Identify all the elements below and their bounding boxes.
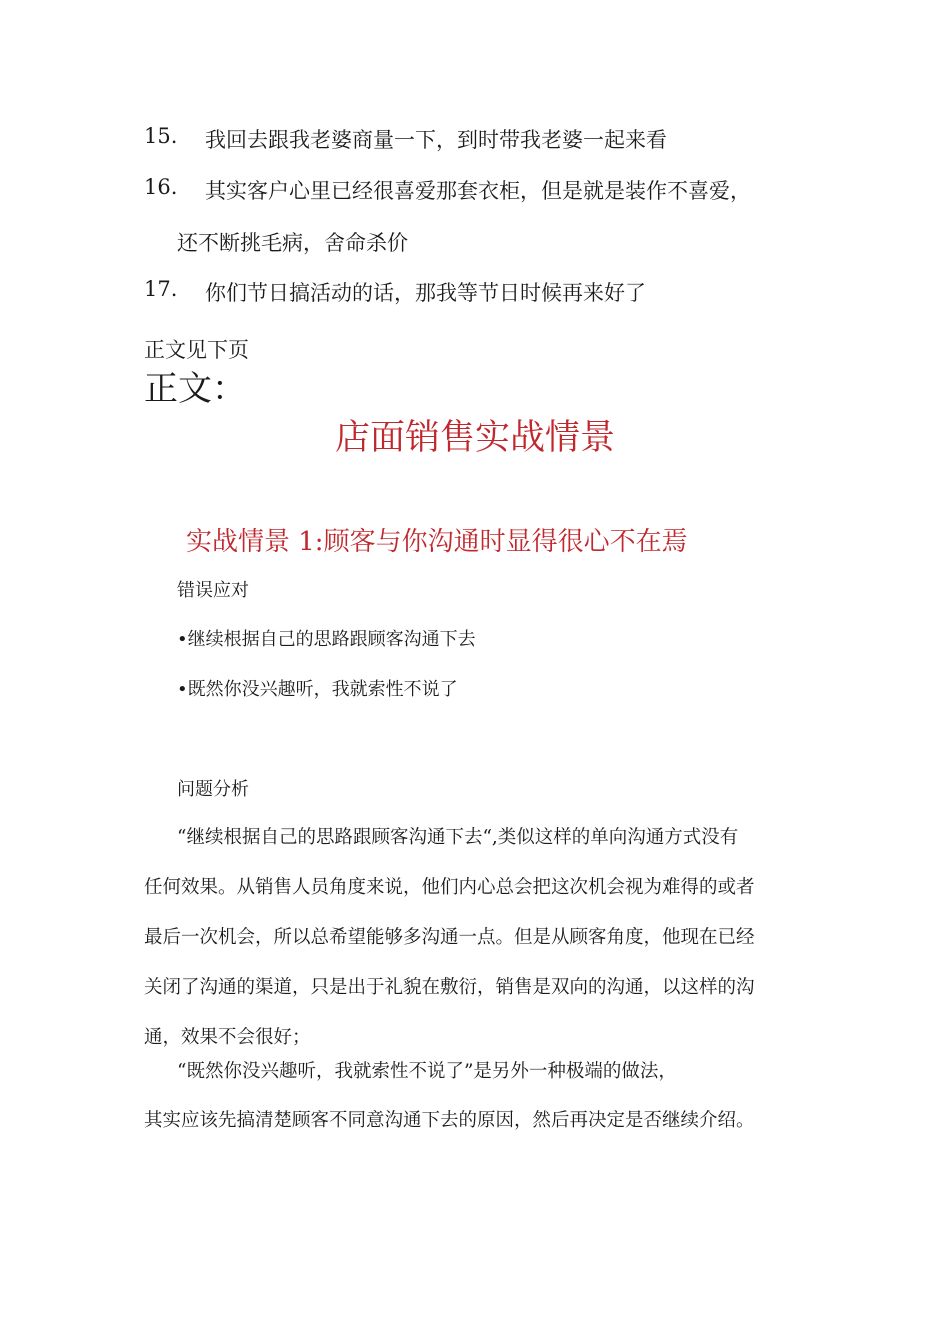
analysis-para2-line-2: 其实应该先搞清楚顾客不同意沟通下去的原因，然后再决定是否继续介绍。 [144,1110,755,1131]
analysis-para2-line-1: “既然你没兴趣听，我就索性不说了”是另外一种极端的做法， [177,1061,677,1082]
next-page-note: 正文见下页 [144,338,249,362]
scenario-title: 实战情景 1:顾客与你沟通时显得很心不在焉 [186,527,688,557]
analysis-para1-line-5: 通，效果不会很好； [144,1027,311,1048]
list-item-text: 其实客户心里已经很喜爱那套衣柜，但是就是装作不喜爱， [205,179,751,203]
main-title: 店面销售实战情景 [334,418,615,458]
wrong-response-bullet-1: •继续根据自己的思路跟顾客沟通下去 [177,629,476,650]
list-item-number: 16. [144,175,178,199]
list-item-text: 你们节日搞活动的话，那我等节日时候再来好了 [205,281,646,305]
list-item-16 [144,175,844,205]
analysis-para1-line-4: 关闭了沟通的渠道，只是出于礼貌在敷衍，销售是双向的沟通，以这样的沟 [144,977,755,998]
zhengwen-label: 正文： [144,369,246,409]
wrong-response-heading: 错误应对 [177,580,249,601]
analysis-para1-line-3: 最后一次机会，所以总希望能够多沟通一点。但是从顾客角度，他现在已经 [144,927,755,948]
list-item-17 [144,277,844,307]
analysis-heading: 问题分析 [177,779,249,800]
list-item-16-continuation: 还不断挑毛病，舍命杀价 [177,231,408,255]
analysis-para1-line-2: 任何效果。从销售人员角度来说，他们内心总会把这次机会视为难得的或者 [144,877,755,898]
analysis-para1-line-1: “继续根据自己的思路跟顾客沟通下去“,类似这样的单向沟通方式没有 [177,827,739,848]
list-item-text: 我回去跟我老婆商量一下，到时带我老婆一起来看 [205,128,667,152]
list-item-number: 17. [144,277,178,301]
list-item-number: 15. [144,124,178,148]
list-item-15 [144,124,844,154]
wrong-response-bullet-2: •既然你没兴趣听，我就索性不说了 [177,679,458,700]
